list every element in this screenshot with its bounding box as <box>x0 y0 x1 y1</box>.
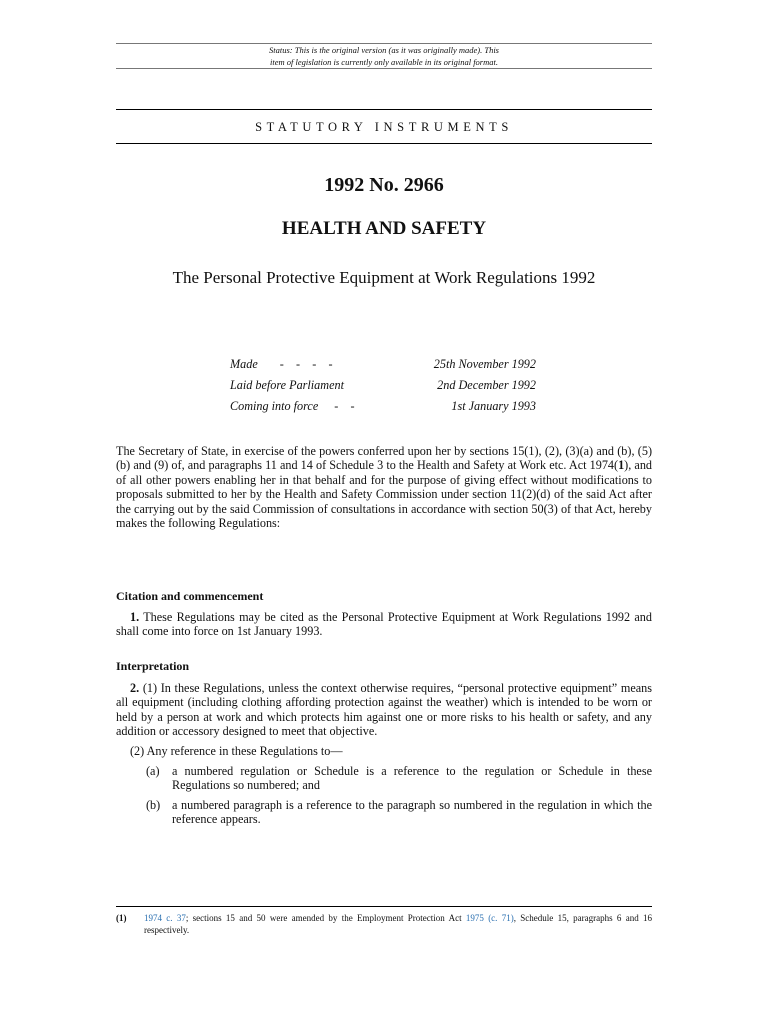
date-row-coming-into-force <box>230 396 536 417</box>
footnote-rule <box>116 906 652 907</box>
header-bottom-rule <box>116 143 652 144</box>
regulation-2-para-1-text: (1) In these Regulations, unless the context otherwise requires, “personal protective equipment” means all equipment (including clothing affording protection against the weather) which is intended to be worn or held by a person at work and which protects him against one or more risks to his health or safety, and any addition or accessory designed to meet that objective. <box>116 681 653 739</box>
status-label: Status: <box>269 45 293 55</box>
date-dots: - - <box>334 399 355 413</box>
regulation-2-para-1 <box>116 681 652 739</box>
status-text-1: This is the original version (as it was originally made). This <box>294 45 499 55</box>
date-label-group <box>230 354 333 375</box>
regulation-number: 1. <box>130 610 140 624</box>
status-banner <box>116 44 652 68</box>
date-row-made <box>230 354 536 375</box>
list-item-mark: (b) <box>146 798 161 812</box>
footnote-body <box>144 912 652 936</box>
regulation-1 <box>116 610 652 639</box>
regulation-2-para-2: (2) Any reference in these Regulations to— <box>130 744 343 758</box>
footnote-mark: (1) <box>116 913 127 923</box>
date-label: Made <box>230 357 258 371</box>
date-value: 25th November 1992 <box>433 357 536 371</box>
heading-citation: Citation and commencement <box>116 589 264 603</box>
subject-heading: HEALTH AND SAFETY <box>281 218 487 239</box>
footnote-text-2: , Schedule 15, paragraphs 6 and 16 respectively. <box>144 913 652 935</box>
series-heading: STATUTORY INSTRUMENTS <box>255 120 513 134</box>
footnote <box>116 912 652 936</box>
heading-interpretation: Interpretation <box>116 659 190 673</box>
status-bottom-rule <box>116 68 652 69</box>
date-value: 1st January 1993 <box>451 399 536 413</box>
list-item-text: a numbered regulation or Schedule is a reference to the regulation or Schedule in these Regulations so numbered; and <box>172 764 652 793</box>
footnote-link-c71[interactable]: (c. 71) <box>488 913 514 923</box>
regulation-title: The Personal Protective Equipment at Work Regulations 1992 <box>172 268 596 287</box>
date-value: 2nd December 1992 <box>437 378 536 392</box>
date-dots: - - - - <box>279 357 333 371</box>
date-label-group <box>230 396 355 417</box>
header-top-rule <box>116 109 652 110</box>
list-item-mark: (a) <box>146 764 160 778</box>
footnote-text-1: ; sections 15 and 50 were amended by the Employment Protection Act <box>185 913 466 923</box>
preamble-text-2: ), and of all other powers enabling her in that behalf and for the purpose of giving effect without modifications to proposals submitted to her by the Health and Safety Commission under section 11(2)(d) of the said Act after the carrying out by the said Commission of consultations in accordance with section 50(3) of that Act, hereby makes the following Regulations: <box>116 458 653 531</box>
document-page <box>116 0 652 1024</box>
footnote-link-1974[interactable]: 1974 c. 37 <box>144 913 186 923</box>
regulation-1-text: These Regulations may be cited as the Personal Protective Equipment at Work Regulations 1992 and shall come into force on 1st January 1993. <box>116 610 652 639</box>
preamble <box>116 444 652 530</box>
date-label: Coming into force <box>230 399 319 413</box>
instrument-number: 1992 No. 2966 <box>324 174 444 196</box>
date-label: Laid before Parliament <box>230 378 344 392</box>
date-row-laid <box>230 375 536 396</box>
status-text-2: item of legislation is currently only available in its original format. <box>270 57 498 67</box>
list-item-text: a numbered paragraph is a reference to the paragraph so numbered in the regulation in which the reference appears. <box>172 798 652 827</box>
dates-table <box>230 354 536 417</box>
list-item-a <box>146 764 652 793</box>
footnote-link-1975[interactable]: 1975 <box>465 913 484 923</box>
footnote-ref[interactable]: 1 <box>618 458 625 473</box>
status-line-1 <box>116 44 652 56</box>
preamble-text-1: The Secretary of State, in exercise of the powers conferred upon her by sections 15(1), (2), (3)(a) and (b), (5)(b) and (9) of, and paragraphs 11 and 14 of Schedule 3 to the Health and Safety at Work etc. Act 1974( <box>116 444 652 473</box>
list-item-b <box>146 798 652 827</box>
regulation-number: 2. <box>130 681 140 695</box>
